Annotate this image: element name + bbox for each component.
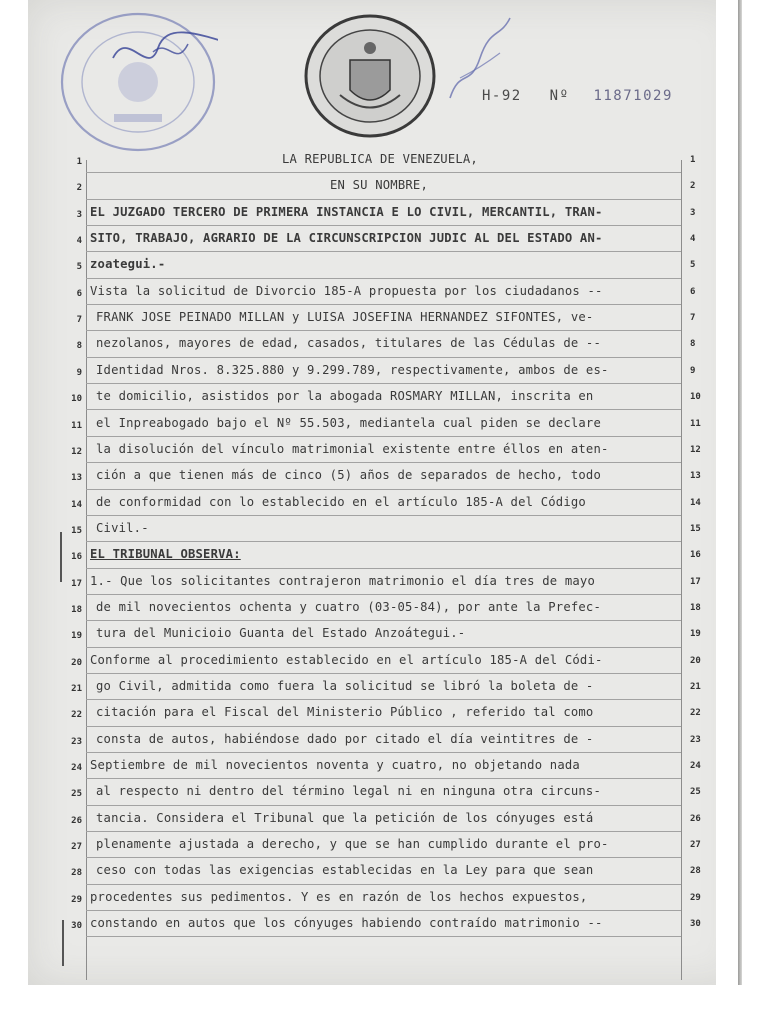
line-number-right: 28 bbox=[690, 866, 701, 877]
line-number-left: 10 bbox=[71, 394, 82, 405]
line-number-right: 19 bbox=[690, 629, 701, 640]
line-number-left: 25 bbox=[71, 789, 82, 800]
line-text: de conformidad con lo establecido en el artículo 185-A del Código bbox=[96, 494, 586, 509]
line-number-right: 8 bbox=[690, 339, 696, 350]
document-line bbox=[0, 648, 768, 674]
line-number-right: 24 bbox=[690, 761, 701, 772]
line-number-right: 1 bbox=[690, 155, 696, 165]
line-number-right: 20 bbox=[690, 655, 701, 666]
line-number-right: 7 bbox=[690, 313, 696, 324]
document-line bbox=[0, 226, 768, 252]
line-number-right: 30 bbox=[690, 919, 701, 930]
line-number-left: 22 bbox=[71, 710, 82, 721]
document-line bbox=[0, 279, 768, 305]
line-text: consta de autos, habiéndose dado por citado el día veintitres de - bbox=[96, 731, 594, 746]
line-text: tancia. Considera el Tribunal que la petición de los cónyuges está bbox=[96, 810, 594, 825]
line-number-right: 11 bbox=[690, 418, 701, 429]
document-line bbox=[0, 173, 768, 199]
serial-number: 11871029 bbox=[593, 88, 673, 104]
document-line bbox=[0, 621, 768, 647]
line-number-left: 17 bbox=[71, 578, 82, 589]
document-line bbox=[0, 569, 768, 595]
document-line bbox=[0, 358, 768, 384]
line-number-right: 4 bbox=[690, 234, 696, 245]
line-number-left: 16 bbox=[71, 552, 82, 563]
line-number-right: 25 bbox=[690, 787, 701, 798]
line-text: EL JUZGADO TERCERO DE PRIMERA INSTANCIA E LO CIVIL, MERCANTIL, TRAN- bbox=[90, 204, 603, 219]
line-text: Septiembre de mil novecientos noventa y cuatro, no objetando nada bbox=[90, 758, 580, 773]
document-line bbox=[0, 305, 768, 331]
document-line bbox=[0, 384, 768, 410]
line-number-right: 5 bbox=[690, 260, 696, 271]
line-number-left: 23 bbox=[71, 736, 82, 747]
document-line bbox=[0, 516, 768, 542]
series-code: H-92 bbox=[482, 88, 522, 104]
line-text: el Inpreabogado bajo el Nº 55.503, mediantela cual piden se declare bbox=[96, 415, 602, 430]
line-number-right: 27 bbox=[690, 840, 701, 851]
line-number-left: 2 bbox=[76, 183, 82, 194]
document-line bbox=[0, 700, 768, 726]
line-text: Civil.- bbox=[96, 520, 149, 535]
line-text: tura del Municioio Guanta del Estado Anzoátegui.- bbox=[96, 626, 466, 641]
line-number-left: 9 bbox=[76, 367, 82, 378]
line-text: 1.- Que los solicitantes contrajeron matrimonio el día tres de mayo bbox=[90, 573, 596, 588]
line-number-left: 24 bbox=[71, 763, 82, 774]
line-number-left: 14 bbox=[71, 499, 82, 510]
line-number-right: 21 bbox=[690, 682, 701, 692]
line-text: Vista la solicitud de Divorcio 185-A propuesta por los ciudadanos -- bbox=[90, 283, 603, 298]
document-line bbox=[0, 727, 768, 753]
number-label: Nº bbox=[549, 88, 570, 104]
line-number-left: 1 bbox=[76, 157, 82, 167]
line-number-right: 12 bbox=[690, 444, 701, 455]
line-number-left: 8 bbox=[76, 341, 82, 352]
line-text: Identidad Nros. 8.325.880 y 9.299.789, respectivamente, ambos de es- bbox=[96, 362, 609, 377]
line-number-right: 13 bbox=[690, 471, 701, 482]
line-number-left: 12 bbox=[71, 446, 82, 457]
line-text: go Civil, admitida como fuera la solicitud se libró la boleta de - bbox=[96, 679, 594, 693]
line-number-left: 7 bbox=[76, 315, 82, 326]
line-number-left: 6 bbox=[76, 288, 82, 299]
document-line bbox=[0, 331, 768, 357]
document-line bbox=[0, 779, 768, 805]
line-text: EN SU NOMBRE, bbox=[330, 178, 428, 193]
document-line bbox=[0, 595, 768, 621]
line-number-left: 15 bbox=[71, 525, 82, 536]
line-number-left: 29 bbox=[71, 894, 82, 905]
line-number-right: 3 bbox=[690, 207, 696, 218]
line-text: Conforme al procedimiento establecido en el artículo 185-A del Códi- bbox=[90, 652, 603, 667]
line-text: plenamente ajustada a derecho, y que se han cumplido durante el pro- bbox=[96, 837, 609, 852]
document-line bbox=[0, 885, 768, 911]
line-text: SITO, TRABAJO, AGRARIO DE LA CIRCUNSCRIPCION JUDIC AL DEL ESTADO AN- bbox=[90, 231, 603, 246]
document-line bbox=[0, 463, 768, 489]
line-number-left: 18 bbox=[71, 604, 82, 615]
line-number-right: 17 bbox=[690, 576, 701, 587]
document-line bbox=[0, 200, 768, 226]
line-rule bbox=[86, 936, 681, 937]
line-number-right: 2 bbox=[690, 181, 696, 192]
document-line bbox=[0, 832, 768, 858]
line-number-left: 28 bbox=[71, 868, 82, 879]
line-number-left: 13 bbox=[71, 473, 82, 484]
line-number-left: 26 bbox=[71, 815, 82, 826]
document-line bbox=[0, 542, 768, 568]
line-number-right: 16 bbox=[690, 550, 701, 561]
line-number-right: 6 bbox=[690, 286, 696, 297]
line-number-right: 22 bbox=[690, 708, 701, 719]
document-line bbox=[0, 437, 768, 463]
line-number-left: 5 bbox=[76, 262, 82, 273]
line-number-left: 19 bbox=[71, 631, 82, 642]
document-line bbox=[0, 490, 768, 516]
line-number-left: 4 bbox=[76, 236, 82, 247]
line-text: ción a que tienen más de cinco (5) años de separados de hecho, todo bbox=[96, 468, 602, 483]
line-text: de mil novecientos ochenta y cuatro (03-05-84), por ante la Prefec- bbox=[96, 599, 602, 614]
line-number-right: 15 bbox=[690, 523, 701, 534]
document-number bbox=[482, 88, 673, 104]
line-text: FRANK JOSE PEINADO MILLAN y LUISA JOSEFINA HERNANDEZ SIFONTES, ve- bbox=[96, 310, 594, 325]
line-number-right: 29 bbox=[690, 892, 701, 903]
line-number-left: 20 bbox=[71, 657, 82, 668]
document-line bbox=[0, 858, 768, 884]
line-text: procedentes sus pedimentos. Y es en razón de los hechos expuestos, bbox=[90, 889, 588, 904]
line-number-right: 9 bbox=[690, 365, 696, 376]
document-line bbox=[0, 411, 768, 437]
document-line bbox=[0, 753, 768, 779]
line-number-right: 26 bbox=[690, 813, 701, 824]
line-text: te domicilio, asistidos por la abogada ROSMARY MILLAN, inscrita en bbox=[96, 389, 594, 404]
line-text: EL TRIBUNAL OBSERVA: bbox=[90, 547, 241, 562]
document-line bbox=[0, 806, 768, 832]
line-number-left: 21 bbox=[71, 684, 82, 694]
line-number-left: 11 bbox=[71, 420, 82, 431]
document-line bbox=[0, 911, 768, 937]
document-line bbox=[0, 674, 768, 700]
court-stamp-left bbox=[58, 8, 218, 154]
republic-seal bbox=[300, 10, 440, 140]
line-text: ceso con todas las exigencias establecidas en la Ley para que sean bbox=[96, 863, 594, 878]
line-number-left: 30 bbox=[71, 921, 82, 932]
line-number-right: 14 bbox=[690, 497, 701, 508]
line-number-right: 23 bbox=[690, 734, 701, 745]
line-text: nezolanos, mayores de edad, casados, titulares de las Cédulas de -- bbox=[96, 336, 602, 351]
line-text: al respecto ni dentro del término legal ni en ninguna otra circuns- bbox=[96, 784, 602, 799]
line-number-left: 3 bbox=[76, 209, 82, 220]
line-number-right: 18 bbox=[690, 602, 701, 613]
line-text: la disolución del vínculo matrimonial existente entre éllos en aten- bbox=[96, 441, 609, 456]
document-line bbox=[0, 147, 768, 173]
line-text: zoategui.- bbox=[90, 257, 166, 272]
line-text: citación para el Fiscal del Ministerio Público , referido tal como bbox=[96, 705, 594, 720]
line-number-left: 27 bbox=[71, 842, 82, 853]
line-text: LA REPUBLICA DE VENEZUELA, bbox=[282, 152, 478, 166]
line-number-right: 10 bbox=[690, 392, 701, 403]
document-line bbox=[0, 252, 768, 278]
line-text: constando en autos que los cónyuges habiendo contraído matrimonio -- bbox=[90, 916, 603, 931]
